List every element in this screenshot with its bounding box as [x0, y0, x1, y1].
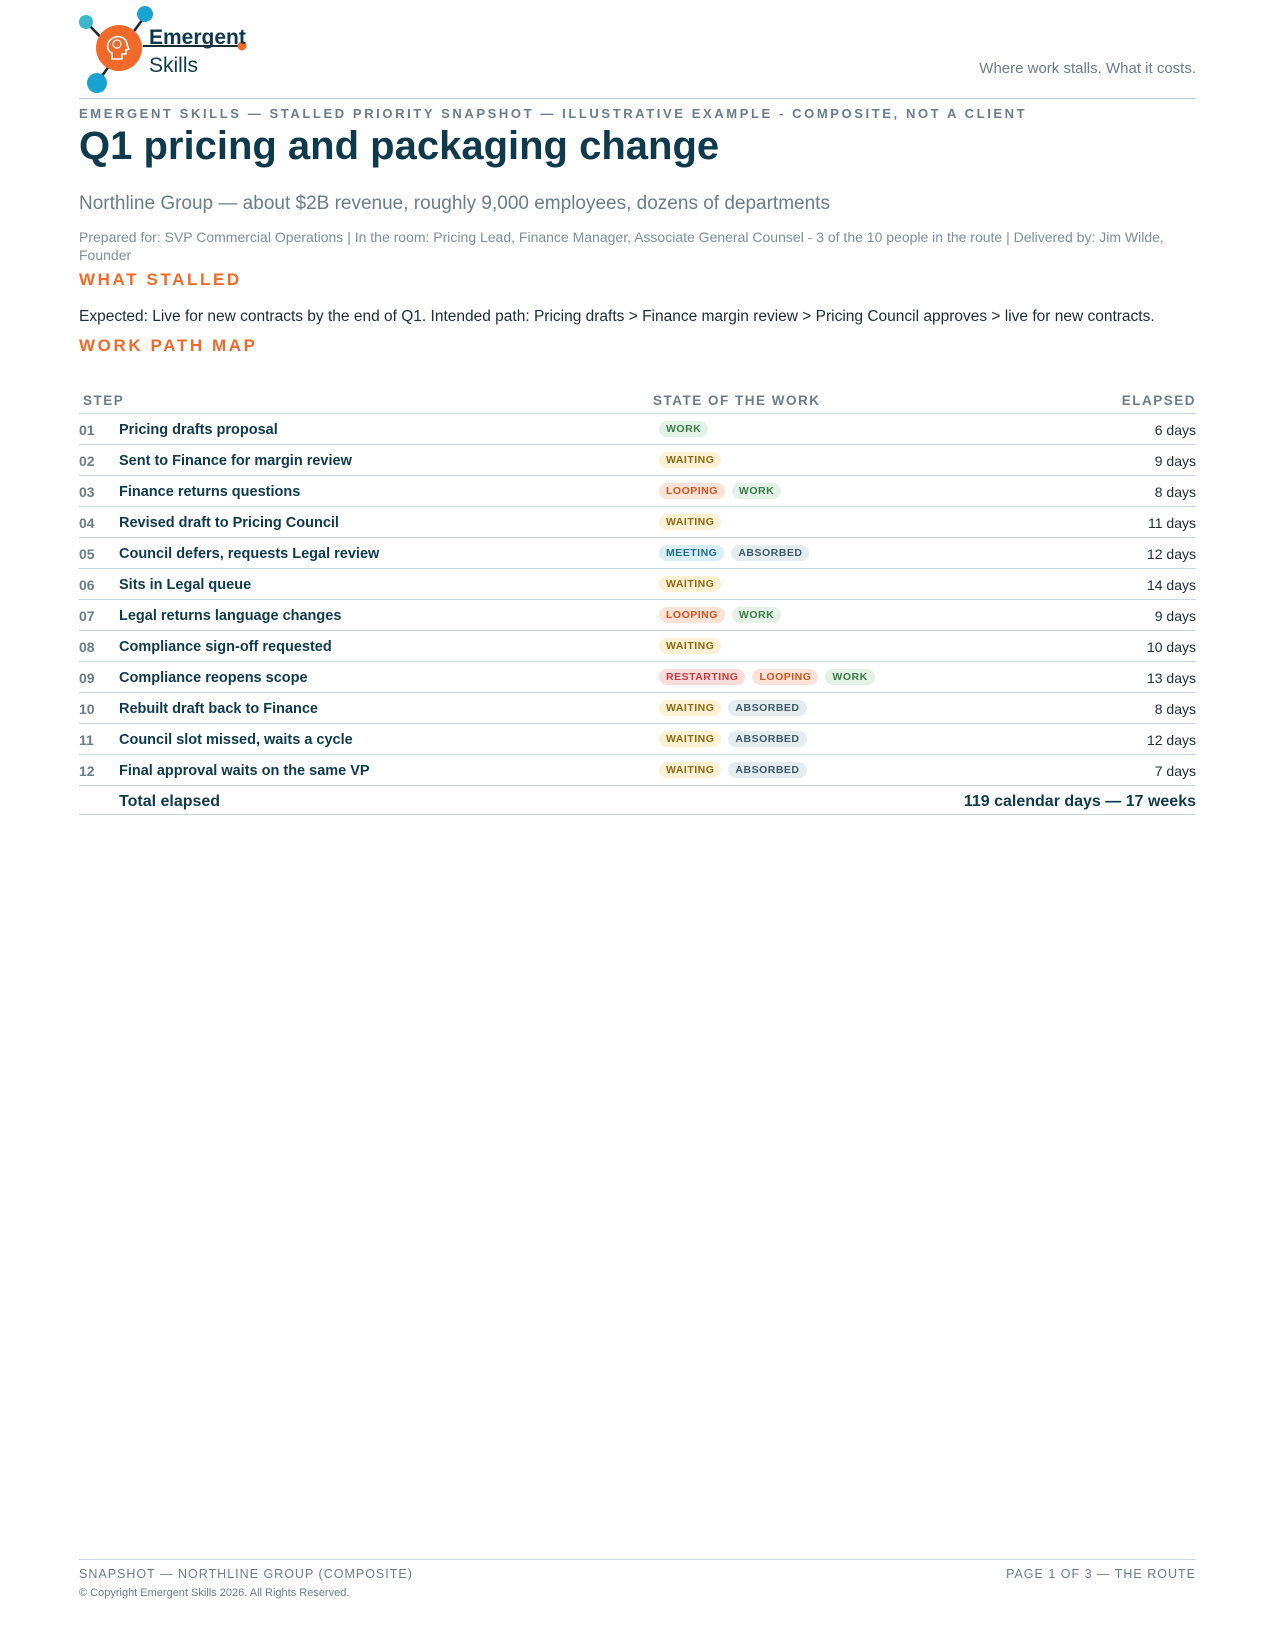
work-path-table	[79, 384, 1196, 815]
state-badge-waiting: WAITING	[659, 514, 721, 530]
step-label: Council defers, requests Legal review	[119, 546, 380, 562]
page-subtitle: Northline Group — about $2B revenue, roughly 9,000 employees, dozens of departments	[79, 193, 830, 214]
state-badge-work: WORK	[659, 421, 708, 437]
table-row	[79, 631, 1196, 662]
emergent-skills-logo	[79, 4, 259, 96]
step-label: Finance returns questions	[119, 484, 301, 500]
step-number: 10	[79, 701, 95, 717]
state-badge-work: WORK	[732, 607, 781, 623]
state-tags	[659, 452, 721, 468]
elapsed-days: 10 days	[1146, 639, 1196, 655]
total-row	[79, 786, 1196, 815]
state-tags	[659, 421, 708, 437]
state-badge-waiting: WAITING	[659, 762, 721, 778]
table-row	[79, 476, 1196, 507]
table-row	[79, 755, 1196, 786]
total-value: 119 calendar days — 17 weeks	[963, 793, 1196, 810]
footer-divider	[79, 1559, 1196, 1560]
page-title: Q1 pricing and packaging change	[79, 124, 720, 168]
elapsed-days: 14 days	[1146, 577, 1196, 593]
state-badge-work: WORK	[732, 483, 781, 499]
table-row	[79, 600, 1196, 631]
step-label: Compliance sign-off requested	[119, 639, 332, 655]
state-tags	[659, 700, 807, 716]
step-label: Pricing drafts proposal	[119, 422, 278, 438]
table-row	[79, 693, 1196, 724]
tagline: Where work stalls. What it costs.	[979, 60, 1196, 77]
work-path-map-heading: WORK PATH MAP	[79, 336, 258, 355]
state-badge-absorbed: ABSORBED	[728, 700, 806, 716]
step-label: Final approval waits on the same VP	[119, 763, 370, 779]
table-row	[79, 414, 1196, 445]
step-label: Sent to Finance for margin review	[119, 453, 352, 469]
elapsed-days: 11 days	[1148, 515, 1196, 531]
step-number: 07	[79, 608, 95, 624]
what-stalled-text: Expected: Live for new contracts by the end of Q1. Intended path: Pricing drafts > Finance margin review > Pricing Council approves > live for new contracts.	[79, 308, 1155, 325]
elapsed-days: 8 days	[1154, 484, 1196, 500]
state-badge-looping: LOOPING	[659, 607, 725, 623]
state-badge-looping: LOOPING	[659, 483, 725, 499]
column-header-step: STEP	[83, 393, 125, 408]
step-label: Revised draft to Pricing Council	[119, 515, 339, 531]
prepared-for-line: Prepared for: SVP Commercial Operations | In the room: Pricing Lead, Finance Manager, Associate General Counsel - 3 of the 10 people in the route | Delivered by: Jim Wilde, Founder	[79, 229, 1164, 263]
step-number: 01	[79, 422, 95, 438]
table-header	[79, 384, 1196, 414]
elapsed-days: 6 days	[1154, 422, 1196, 438]
page	[79, 0, 1196, 1650]
state-badge-waiting: WAITING	[659, 576, 721, 592]
brain-head-molecule-logo-icon	[79, 4, 259, 96]
state-tags	[659, 638, 721, 654]
state-tags	[659, 545, 809, 561]
table-row	[79, 569, 1196, 600]
state-tags	[659, 483, 781, 499]
step-number: 04	[79, 515, 95, 531]
state-badge-absorbed: ABSORBED	[728, 731, 806, 747]
total-label: Total elapsed	[119, 793, 221, 810]
elapsed-days: 13 days	[1146, 670, 1196, 686]
copyright-notice: © Copyright Emergent Skills 2026. All Rights Reserved.	[79, 1587, 350, 1599]
step-label: Compliance reopens scope	[119, 670, 308, 686]
step-label: Council slot missed, waits a cycle	[119, 732, 353, 748]
step-number: 06	[79, 577, 95, 593]
table-row	[79, 445, 1196, 476]
step-number: 11	[79, 732, 94, 748]
table-row	[79, 538, 1196, 569]
elapsed-days: 12 days	[1146, 546, 1196, 562]
step-label: Legal returns language changes	[119, 608, 342, 624]
state-badge-waiting: WAITING	[659, 638, 721, 654]
header-divider	[79, 98, 1196, 99]
step-number: 09	[79, 670, 95, 686]
table-row	[79, 507, 1196, 538]
table-row	[79, 662, 1196, 693]
state-badge-meeting: MEETING	[659, 545, 724, 561]
step-label: Sits in Legal queue	[119, 577, 252, 593]
state-badge-restarting: RESTARTING	[659, 669, 745, 685]
step-number: 08	[79, 639, 95, 655]
state-badge-work: WORK	[825, 669, 874, 685]
step-number: 03	[79, 484, 95, 500]
footer-page-indicator: PAGE 1 OF 3 — THE ROUTE	[1006, 1567, 1196, 1581]
column-header-elapsed: ELAPSED	[1121, 393, 1196, 408]
elapsed-days: 9 days	[1154, 608, 1196, 624]
elapsed-days: 9 days	[1154, 453, 1196, 469]
step-number: 12	[79, 763, 95, 779]
state-tags	[659, 514, 721, 530]
state-badge-absorbed: ABSORBED	[728, 762, 806, 778]
logo-wordmark-line1: Emergent	[149, 26, 246, 49]
elapsed-days: 8 days	[1154, 701, 1196, 717]
state-badge-waiting: WAITING	[659, 731, 721, 747]
table-body	[79, 414, 1196, 786]
state-tags	[659, 607, 781, 623]
footer-left-text: SNAPSHOT — NORTHLINE GROUP (COMPOSITE)	[79, 1567, 413, 1581]
table-row	[79, 724, 1196, 755]
state-tags	[659, 762, 807, 778]
state-badge-looping: LOOPING	[752, 669, 818, 685]
state-tags	[659, 731, 807, 747]
step-number: 05	[79, 546, 95, 562]
state-tags	[659, 669, 875, 685]
elapsed-days: 12 days	[1146, 732, 1196, 748]
state-badge-absorbed: ABSORBED	[731, 545, 809, 561]
state-badge-waiting: WAITING	[659, 452, 721, 468]
column-header-state: STATE OF THE WORK	[653, 393, 821, 408]
step-number: 02	[79, 453, 95, 469]
what-stalled-heading: WHAT STALLED	[79, 270, 242, 289]
eyebrow-label: EMERGENT SKILLS — STALLED PRIORITY SNAPSHOT — ILLUSTRATIVE EXAMPLE - COMPOSITE, NOT A CLIENT	[79, 106, 1028, 121]
state-badge-waiting: WAITING	[659, 700, 721, 716]
step-label: Rebuilt draft back to Finance	[119, 701, 318, 717]
state-tags	[659, 576, 721, 592]
logo-wordmark-line2: Skills	[149, 54, 199, 77]
elapsed-days: 7 days	[1154, 763, 1196, 779]
